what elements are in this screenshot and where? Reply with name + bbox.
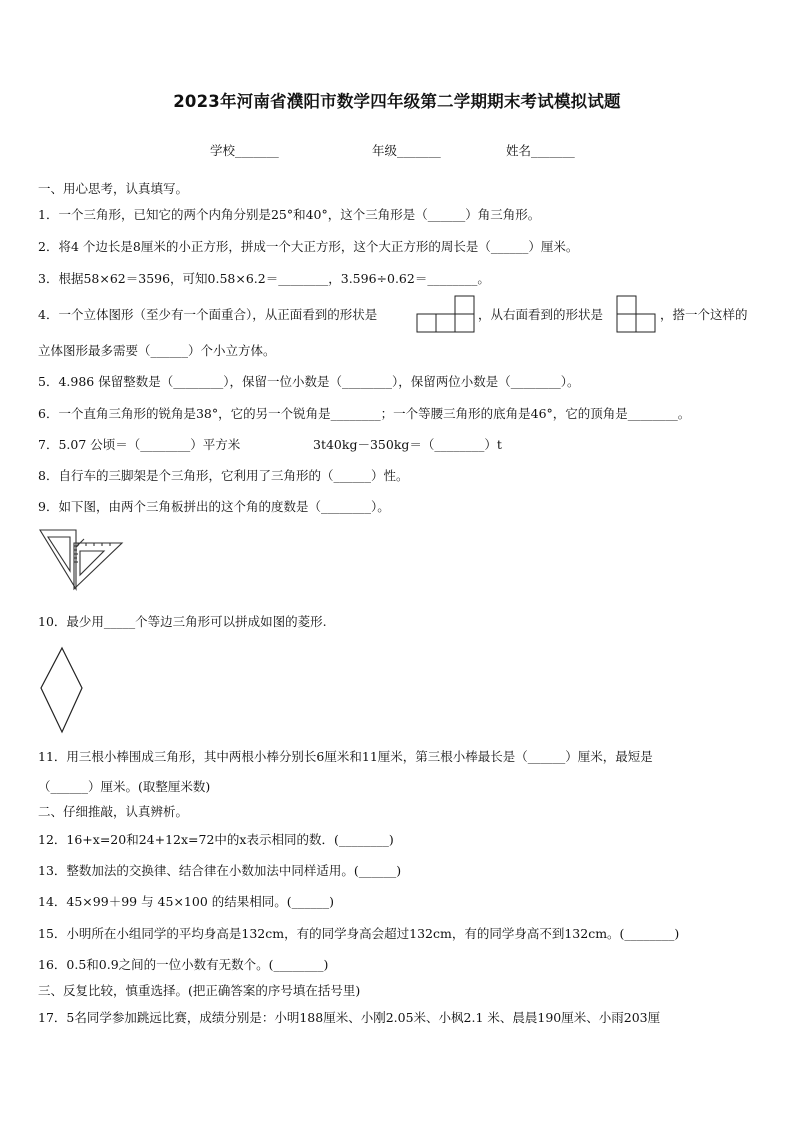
triangle-rulers-figure [38, 527, 128, 593]
question-16: 16．0.5和0.9之间的一位小数有无数个。(________) [38, 957, 329, 972]
question-11-part-a: 11．用三根小棒围成三角形，其中两根小棒分别长6厘米和11厘米，第三根小棒最长是（______）厘米，最短是 [38, 749, 653, 764]
question-3: 3．根据58×62＝3596，可知0.58×6.2＝________，3.596÷0.62＝________。 [38, 271, 490, 286]
front-view-figure [416, 295, 476, 333]
question-6: 6．一个直角三角形的锐角是38°，它的另一个锐角是________；一个等腰三角形的底角是46°，它的顶角是________。 [38, 406, 691, 421]
exam-title: 2023年河南省濮阳市数学四年级第二学期期末考试模拟试题 [173, 92, 621, 111]
name-field: 姓名_______ [506, 143, 575, 158]
question-5: 5．4.986 保留整数是（________），保留一位小数是（________），保留两位小数是（________）。 [38, 374, 580, 389]
question-13: 13．整数加法的交换律、结合律在小数加法中同样适用。(______) [38, 863, 402, 878]
section-heading-2: 二、仔细推敲，认真辨析。 [38, 804, 189, 819]
right-view-figure [616, 295, 658, 333]
question-10: 10．最少用_____个等边三角形可以拼成如图的菱形. [38, 614, 327, 629]
school-field: 学校_______ [210, 143, 279, 158]
question-12: 12．16+x=20和24+12x=72中的x表示相同的数．(________) [38, 832, 394, 847]
question-9: 9．如下图，由两个三角板拼出的这个角的度数是（________）。 [38, 499, 390, 514]
question-4-part-b: ，从右面看到的形状是 [478, 307, 604, 322]
question-14: 14．45×99＋99 与 45×100 的结果相同。(______) [38, 894, 335, 909]
section-heading-1: 一、用心思考，认真填写。 [38, 181, 189, 196]
question-2: 2．将4 个边长是8厘米的小正方形，拼成一个大正方形，这个大正方形的周长是（______）厘米。 [38, 239, 579, 254]
question-15: 15．小明所在小组同学的平均身高是132cm，有的同学身高会超过132cm，有的同学身高不到132cm。(________) [38, 926, 680, 941]
question-4-part-d: 立体图形最多需要（______）个小立方体。 [38, 343, 276, 358]
question-11-part-b: （______）厘米。(取整厘米数) [38, 779, 211, 794]
question-7-part-a: 7．5.07 公顷＝（________）平方米 [38, 437, 241, 452]
question-1: 1．一个三角形，已知它的两个内角分别是25°和40°，这个三角形是（______）角三角形。 [38, 207, 541, 222]
rhombus-figure [38, 646, 84, 734]
question-4-part-a: 4．一个立体图形（至少有一个面重合），从正面看到的形状是 [38, 307, 378, 322]
grade-field: 年级_______ [372, 143, 441, 158]
question-8: 8．自行车的三脚架是个三角形，它利用了三角形的（______）性。 [38, 468, 409, 483]
section-heading-3: 三、反复比较，慎重选择。(把正确答案的序号填在括号里) [38, 983, 361, 998]
question-4-part-c: ，搭一个这样的 [660, 307, 748, 322]
question-7-part-b: 3t40kg－350kg＝（________）t [313, 437, 502, 452]
question-17: 17．5名同学参加跳远比赛，成绩分别是：小明188厘米、小刚2.05米、小枫2.1 米、晨晨190厘米、小雨203厘 [38, 1010, 661, 1025]
